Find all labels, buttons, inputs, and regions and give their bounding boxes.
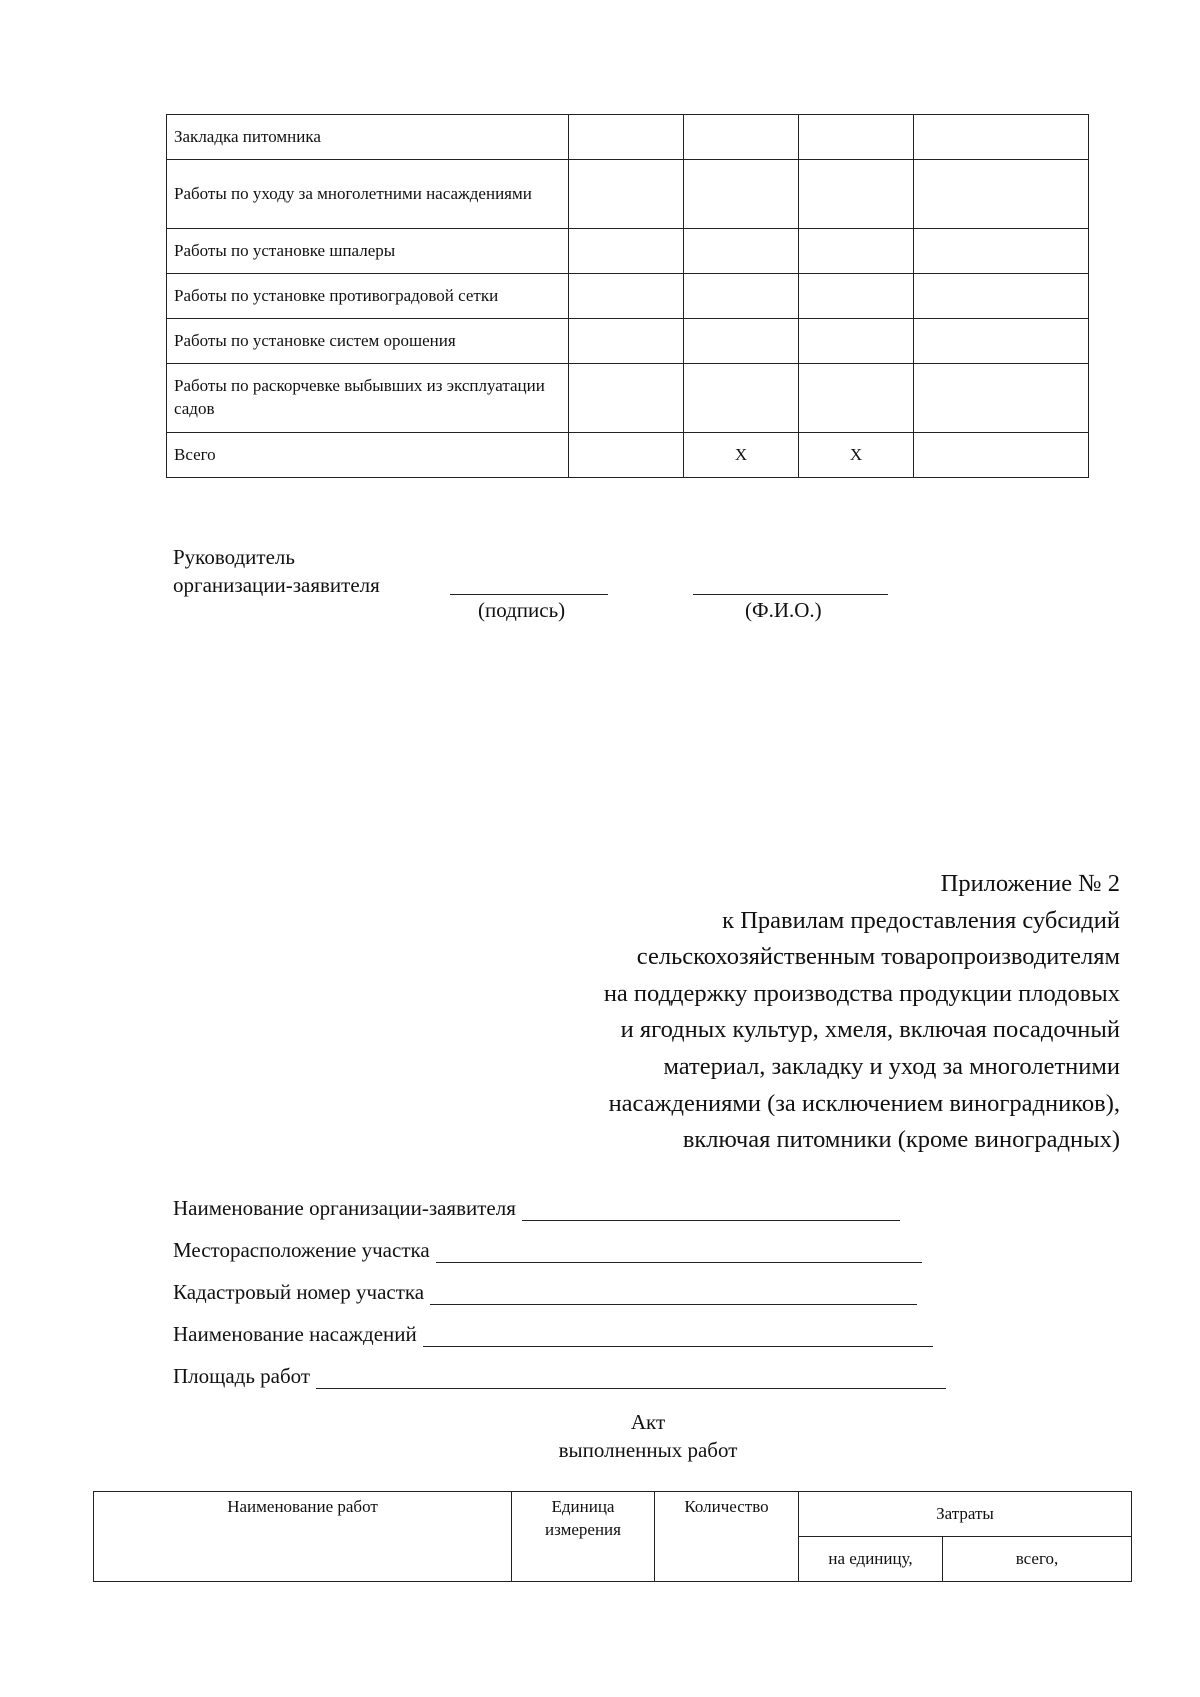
name-line: [693, 594, 888, 595]
table-cell: [569, 319, 684, 364]
table-cell: [684, 364, 799, 433]
table-cell: [914, 229, 1089, 274]
table-cell: [684, 160, 799, 229]
table-header-row: [94, 1492, 1132, 1537]
table-cell: [569, 229, 684, 274]
row-label: Закладка питомника: [167, 115, 569, 160]
table-cell: [914, 433, 1089, 478]
table-cell: [569, 115, 684, 160]
row-label: Всего: [167, 433, 569, 478]
table-cell: [799, 274, 914, 319]
table-cell: [914, 319, 1089, 364]
table-row: [167, 319, 1089, 364]
org-name-field: [173, 1196, 900, 1221]
appendix-line: насаждениями (за исключением виноградников),: [608, 1089, 1120, 1117]
row-label: Работы по раскорчевке выбывших из эксплуатации садов: [167, 364, 569, 433]
cadastral-input-line[interactable]: [430, 1284, 917, 1305]
col-header-work: Наименование работ: [94, 1492, 512, 1582]
appendix-line: и ягодных культур, хмеля, включая посадочный: [620, 1016, 1120, 1044]
table-cell: [914, 115, 1089, 160]
appendix-line: к Правилам предоставления субсидий: [722, 906, 1120, 934]
table-row: [167, 229, 1089, 274]
table-cell: [684, 115, 799, 160]
row-label: Работы по уходу за многолетними насаждениями: [167, 160, 569, 229]
table-row: [167, 364, 1089, 433]
signature-line: [450, 594, 608, 595]
row-label: Работы по установке систем орошения: [167, 319, 569, 364]
table-row: [167, 115, 1089, 160]
signature-caption: (подпись): [478, 598, 566, 622]
area-field: [173, 1364, 946, 1389]
appendix-line: включая питомники (кроме виноградных): [682, 1126, 1120, 1154]
row-label: Работы по установке противоградовой сетки: [167, 274, 569, 319]
table-cell: X: [684, 433, 799, 478]
cadastral-field: [173, 1280, 917, 1305]
appendix-line: на поддержку производства продукции плодовых: [603, 979, 1120, 1007]
table-cell: [684, 229, 799, 274]
table-cell: [799, 319, 914, 364]
table-cell: [799, 160, 914, 229]
table-cell: [914, 364, 1089, 433]
table-cell: [799, 229, 914, 274]
plantings-label: Наименование насаждений: [173, 1322, 417, 1346]
table-cell: [914, 160, 1089, 229]
appendix-line: материал, закладку и уход за многолетними: [663, 1052, 1120, 1080]
appendix-line: сельскохозяйственным товаропроизводителям: [636, 943, 1120, 971]
signature-title-line: организации-заявителя: [173, 573, 380, 597]
cadastral-label: Кадастровый номер участка: [173, 1280, 425, 1304]
area-input-line[interactable]: [316, 1368, 946, 1389]
act-subtitle: выполненных работ: [558, 1438, 738, 1462]
table-row-total: [167, 433, 1089, 478]
col-header-costs: Затраты: [799, 1492, 1132, 1537]
table-row: [167, 274, 1089, 319]
table-cell: [684, 319, 799, 364]
plantings-input-line[interactable]: [423, 1326, 933, 1347]
area-label: Площадь работ: [173, 1364, 311, 1388]
name-caption: (Ф.И.О.): [745, 598, 822, 622]
plantings-field: [173, 1322, 933, 1347]
table-cell: [569, 364, 684, 433]
row-label: Работы по установке шпалеры: [167, 229, 569, 274]
act-title-block: [0, 1408, 1200, 1464]
col-header-per-unit: на единицу,: [799, 1537, 943, 1582]
table-cell: [569, 433, 684, 478]
signature-title-line: Руководитель: [173, 545, 295, 569]
location-label: Месторасположение участка: [173, 1238, 430, 1262]
appendix-header: [420, 866, 1120, 1159]
works-summary-table: [166, 114, 1089, 478]
table-cell: [799, 115, 914, 160]
completed-works-table: [93, 1491, 1132, 1582]
table-cell: [569, 274, 684, 319]
appendix-line: Приложение № 2: [940, 870, 1120, 897]
col-header-total: всего,: [943, 1537, 1132, 1582]
location-input-line[interactable]: [436, 1242, 922, 1263]
table-cell: [799, 364, 914, 433]
table-cell: X: [799, 433, 914, 478]
org-name-label: Наименование организации-заявителя: [173, 1196, 516, 1220]
act-title: Акт: [630, 1410, 666, 1434]
table-cell: [914, 274, 1089, 319]
table-row: [167, 160, 1089, 229]
col-header-unit: Единица измерения: [512, 1492, 655, 1582]
table-cell: [569, 160, 684, 229]
col-header-qty: Количество: [655, 1492, 799, 1582]
org-name-input-line[interactable]: [522, 1200, 900, 1221]
location-field: [173, 1238, 922, 1263]
signature-title: [173, 543, 380, 599]
table-cell: [684, 274, 799, 319]
